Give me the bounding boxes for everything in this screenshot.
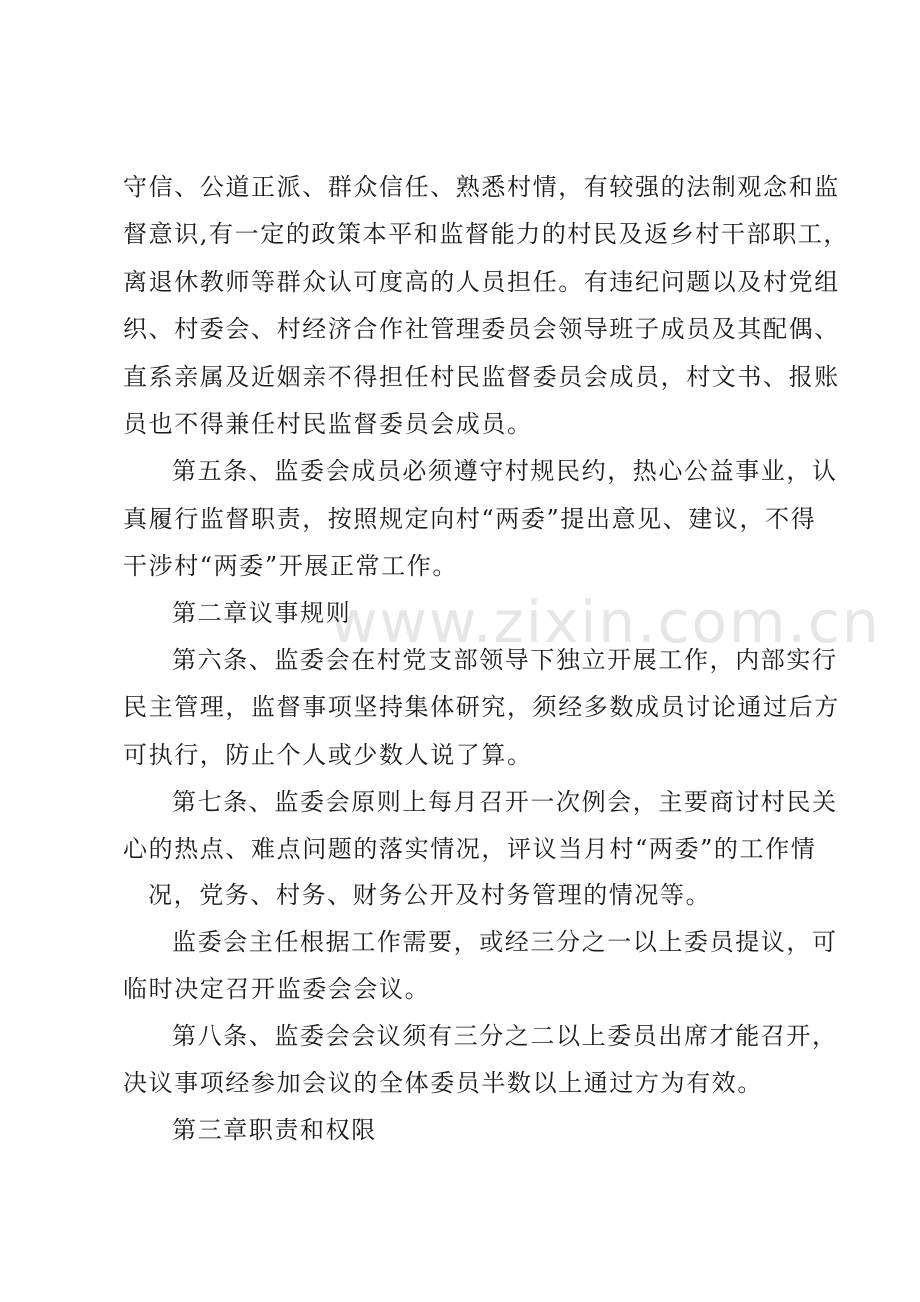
text-line: 直系亲属及近姻亲不得担任村民监督委员会成员，村文书、报账 bbox=[123, 363, 840, 391]
text-line: 督意识,有一定的政策本平和监督能力的村民及返乡村干部职工， bbox=[123, 220, 850, 248]
chapter-heading: 第三章职责和权限 bbox=[172, 1116, 377, 1144]
text-line: 决议事项经参加会议的全体委员半数以上通过方为有效。 bbox=[123, 1069, 763, 1097]
text-line: 真履行监督职责，按照规定向村“两委”提出意见、建议，不得 bbox=[123, 505, 817, 533]
text-line: 临时决定召开监委会会议。 bbox=[123, 975, 431, 1003]
text-line: 心的热点、难点问题的落实情况，评议当月村“两委”的工作情 bbox=[123, 835, 817, 863]
text-line: 可执行，防止个人或少数人说了算。 bbox=[123, 741, 533, 769]
text-line: 第八条、监委会会议须有三分之二以上委员出席才能召开， bbox=[172, 1022, 838, 1050]
watermark: www.zixin.com.cn bbox=[330, 588, 881, 656]
text-line: 监委会主任根据工作需要，或经三分之一以上委员提议，可 bbox=[172, 928, 838, 956]
text-line: 第七条、监委会原则上每月召开一次例会，主要商讨村民关 bbox=[172, 788, 838, 816]
text-line: 况，党务、村务、财务公开及村务管理的情况等。 bbox=[148, 881, 712, 909]
text-line: 民主管理，监督事项坚持集体研究，须经多数成员讨论通过后方 bbox=[123, 693, 840, 721]
chapter-heading: 第二章议事规则 bbox=[172, 599, 352, 627]
text-line: 织、村委会、村经济合作社管理委员会领导班子成员及其配偶、 bbox=[123, 315, 840, 343]
text-line: 守信、公道正派、群众信任、熟悉村情，有较强的法制观念和监 bbox=[123, 173, 840, 201]
text-line: 离退休教师等群众认可度高的人员担任。有违纪问题以及村党组 bbox=[123, 268, 840, 296]
text-line: 第五条、监委会成员必须遵守村规民约，热心公益事业，认 bbox=[172, 457, 838, 485]
text-line: 第六条、监委会在村党支部领导下独立开展工作，内部实行 bbox=[172, 646, 838, 674]
text-line: 员也不得兼任村民监督委员会成员。 bbox=[123, 410, 533, 438]
text-line: 干涉村“两委”开展正常工作。 bbox=[123, 552, 458, 580]
